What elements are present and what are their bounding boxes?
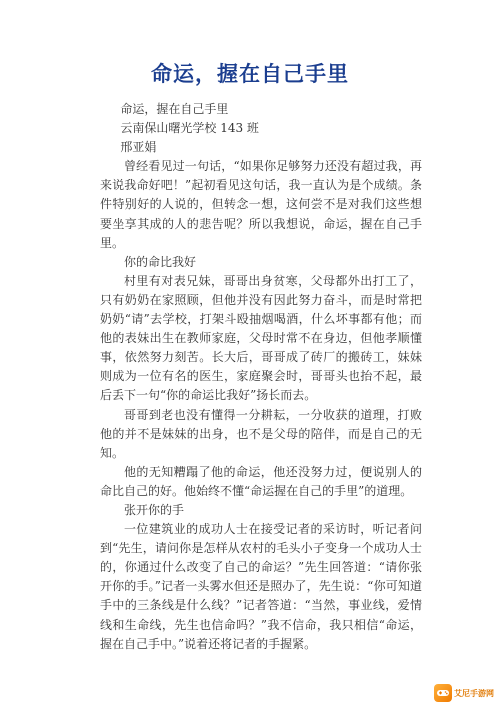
reflection-paragraph: 哥哥到老也没有懂得一分耕耘，一分收获的道理，打败他的并不是妹妹的出身，也不是父母的陪伴，而是自己的无知。 bbox=[100, 407, 422, 460]
intro-paragraph: 曾经看见过一句话，“如果你足够努力还没有超过我，再来说我命好吧！”起初看见这句话，我一直认为是个成绩。条件特别好的人说的，但转念一想，这何尝不是对我们这些想要坐享其成的人的悲告呢？所以我想说，命运，握在自己手里。 bbox=[100, 159, 422, 250]
conclusion-paragraph: 他的无知糟蹋了他的命运，他还没努力过，便说别人的命比自己的好。他始终不懂“命运握在自己的手里”的道理。 bbox=[100, 464, 422, 498]
section-heading-1: 你的命比我好 bbox=[124, 254, 197, 269]
site-watermark bbox=[434, 683, 494, 703]
interview-paragraph: 一位建筑业的成功人士在接受记者的采访时，听记者问到“先生，请问你是怎样从农村的毛头小子变身一个成功人士的，你通过什么改变了自己的命运？”先生回答道：“请你张开你的手。”记者一头雾水但还是照办了，先生说：“你可知道手中的三条线是什么线？”记者答道：“当然，事业线，爱情线和生命线，先生也信命吗？”我不信命，我只相信“命运，握在自己手中。”说着还将记者的手握紧。 bbox=[100, 522, 422, 651]
heading-repeat: 命运，握在自己手里 bbox=[120, 102, 229, 116]
section-heading-2: 张开你的手 bbox=[124, 502, 185, 517]
document-body bbox=[100, 100, 422, 654]
game-controller-icon bbox=[434, 684, 452, 702]
author-name: 邢亚娟 bbox=[120, 140, 157, 155]
watermark-text: 艾尼手游网 bbox=[454, 688, 494, 698]
document-title: 命运，握在自己手里 bbox=[151, 62, 349, 86]
school-class: 云南保山曙光学校 143 班 bbox=[120, 121, 259, 136]
story-paragraph: 村里有对表兄妹，哥哥出身贫寒，父母都外出打工了，只有奶奶在家照顾，但他并没有因此努力奋斗，而是时常把奶奶“请”去学校，打架斗殴抽烟喝酒，什么坏事都有他；而他的表妹出生在教师家庭，父母时常不在身边，但他孝顺懂事，依然努力刻苦。长大后，哥哥成了砖厂的搬砖工，妹妹则成为一位有名的医生，家庭聚会时，哥哥头也抬不起，最后丢下一句“你的命运比我好”扬长而去。 bbox=[100, 273, 422, 403]
